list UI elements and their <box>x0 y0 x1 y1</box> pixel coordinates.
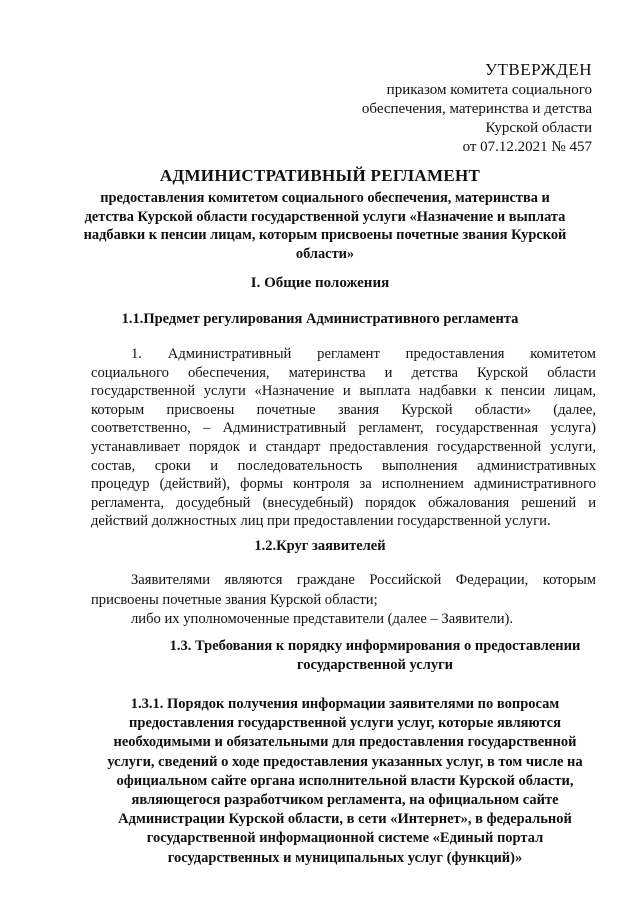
text-line: процедур (действий), формы контроля за исполнением административного <box>91 476 596 493</box>
document-title: АДМИНИСТРАТИВНЫЙ РЕГЛАМЕНТ <box>159 166 481 185</box>
text-line: регламента, досудебный (внесудебный) порядок обжалования решений и <box>91 494 596 511</box>
approval-line: Курской области <box>485 120 592 136</box>
text-line: состав, сроки и последовательность выполнения административных <box>91 457 596 474</box>
approval-title: УТВЕРЖДЕН <box>485 60 592 79</box>
subsection-heading: 1.2.Круг заявителей <box>254 538 386 554</box>
section-title: I. Общие положения <box>250 275 390 291</box>
text-line: социального обеспечения, материнства и детства Курской области <box>91 364 596 381</box>
approval-date-number: от 07.12.2021 № 457 <box>462 139 592 155</box>
heading-line: предоставления государственной услуги услуг, которые являются <box>129 715 561 732</box>
paragraph-applicants <box>91 571 596 630</box>
text-line: устанавливает порядок и стандарт предоставления государственной услуги, <box>91 438 596 455</box>
heading-line: государственных и муниципальных услуг (функций)» <box>167 849 523 866</box>
heading-line: услуги, сведений о ходе предоставления указанных услуг, в том числе на <box>107 753 583 770</box>
text-line: государственной услуги «Назначение и выплата надбавки к пенсии лицам, <box>91 383 596 400</box>
text-line: действий должностных лиц при предоставлении государственной услуги. <box>91 513 551 530</box>
heading-line: необходимыми и обязательными для предоставления государственной <box>113 734 577 751</box>
heading-line: Администрации Курской области, в сети «Интернет», в федеральной <box>118 811 572 828</box>
subsection-heading: 1.3. Требования к порядку информирования о предоставлении государственной услуги <box>169 638 581 674</box>
text-line: которым присвоены почетные звания Курской области» (далее, <box>91 401 596 418</box>
approval-line: обеспечения, материнства и детства <box>361 101 592 117</box>
text-line: Заявителями являются граждане Российской Федерации, которым <box>131 572 596 588</box>
approval-line: приказом комитета социального <box>386 82 592 98</box>
heading-line: 1.3.1. Порядок получения информации заявителями по вопросам <box>130 696 560 712</box>
heading-line: являющегося разработчиком регламента, на официальном сайте <box>131 792 559 809</box>
heading-line: официальном сайте органа исполнительной власти Курской области, <box>116 772 574 789</box>
subsection-heading-block <box>90 695 600 868</box>
document-subtitle: предоставления комитетом социального обеспечения, материнства и детства Курской области государственной услуги «Назначение и выплата надбавки к пенсии лицам, которым присвоены почетные звания Курской области» <box>83 190 567 262</box>
text-line: присвоены почетные звания Курской области; <box>91 591 378 608</box>
text-line: либо их уполномоченные представители (далее – Заявители). <box>131 611 514 627</box>
paragraph-subject <box>91 345 596 531</box>
subsection-heading: 1.1.Предмет регулирования Административного регламента <box>121 311 519 327</box>
text-line: 1. Административный регламент предоставления комитетом <box>131 346 596 362</box>
text-line: соответственно, – Административный регламент, государственная услуга) <box>91 420 596 437</box>
heading-line: государственной информационной системе «Единый портал <box>146 830 544 847</box>
approval-stamp <box>332 60 592 157</box>
